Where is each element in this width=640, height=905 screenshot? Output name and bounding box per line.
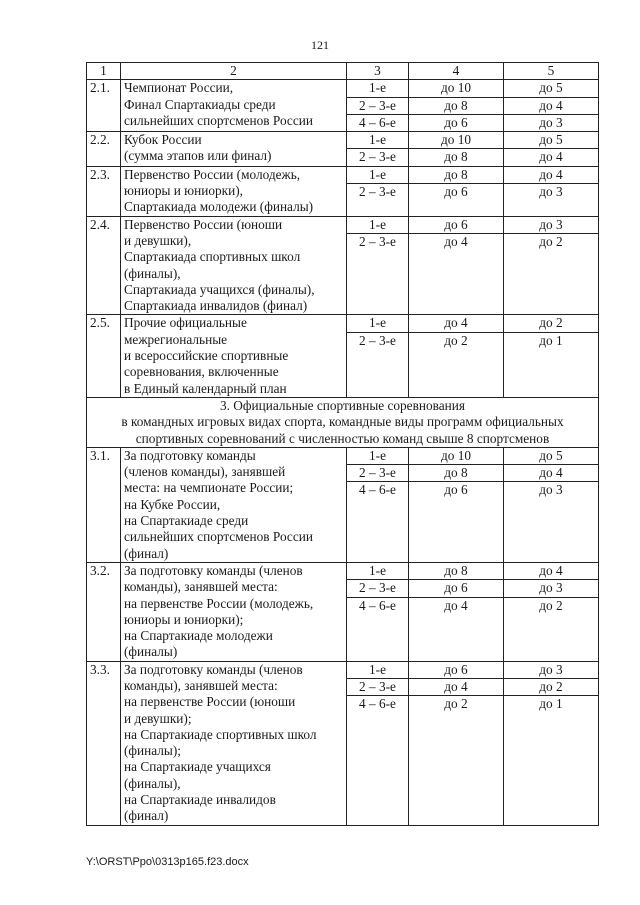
competition-description: Первенство России (юноши и девушки), Спартакиада спортивных школ (финалы), Спартакиада учащихся (финалы), Спартакиада инвалидов (финал) [121,216,347,315]
place-value: 2 – 3-е [347,464,408,481]
table-row [87,132,599,167]
place-cell [347,315,409,397]
col5-value: до 1 [504,695,598,712]
col4-value: до 8 [409,464,503,481]
col4-cell [409,132,504,167]
col5-value: до 4 [539,166,563,182]
col5-value: до 1 [504,332,598,349]
table-row [87,80,599,132]
place-cell [347,80,409,132]
table-row [87,661,599,825]
col4-value: до 6 [409,183,503,200]
col4-value: до 2 [409,332,503,349]
col5-cell [504,661,599,825]
col4-value: до 8 [444,166,468,182]
col5-value: до 2 [504,597,598,614]
col5-value: до 2 [539,315,563,331]
col4-cell [409,315,504,397]
row-number: 2.1. [87,80,121,132]
col5-value: до 5 [539,447,563,463]
col5-value: до 2 [504,233,598,250]
row-number: 2.4. [87,216,121,315]
col5-cell [504,562,599,661]
col4-value: до 10 [440,447,472,463]
row-number: 2.2. [87,132,121,167]
place-cell [347,216,409,315]
col4-cell [409,562,504,661]
col5-cell [504,80,599,132]
col4-value: до 6 [409,579,503,596]
row-number: 2.5. [87,315,121,397]
place-value: 4 – 6-е [347,695,408,712]
col5-value: до 3 [539,216,563,232]
col4-cell [409,80,504,132]
place-value: 4 – 6-е [347,597,408,614]
competition-description: Первенство России (молодежь, юниоры и юниорки), Спартакиада молодежи (финалы) [121,166,347,216]
competition-description: Чемпионат России, Финал Спартакиады среди сильнейших спортсменов России [121,80,347,132]
place-cell [347,132,409,167]
place-value: 1-е [369,562,386,578]
place-cell [347,661,409,825]
place-value: 2 – 3-е [347,183,408,200]
section-heading-row [87,397,599,447]
place-value: 2 – 3-е [347,332,408,349]
competition-description: Прочие официальные межрегиональные и всероссийские спортивные соревнования, включенные в Единый календарный план [121,315,347,397]
col4-value: до 10 [440,80,472,96]
place-value: 1-е [369,166,386,182]
row-number: 3.1. [87,447,121,562]
file-path-footer: Y:\ORST\Ppo\0313p165.f23.docx [86,856,249,868]
row-number: 3.3. [87,661,121,825]
col5-value: до 4 [504,97,598,114]
awards-table [86,62,599,826]
col4-cell [409,216,504,315]
table-body [87,80,599,825]
place-value: 1-е [369,661,386,677]
col4-cell [409,447,504,562]
col4-value: до 8 [444,562,468,578]
col4-value: до 4 [444,315,468,331]
row-number: 3.2. [87,562,121,661]
competition-description: Кубок России (сумма этапов или финал) [121,132,347,167]
place-value: 2 – 3-е [347,148,408,165]
place-value: 1-е [369,132,386,148]
header-col-4: 4 [409,63,504,80]
header-col-2: 2 [121,63,347,80]
col5-value: до 5 [539,80,563,96]
header-col-1: 1 [87,63,121,80]
place-cell [347,166,409,216]
place-cell [347,447,409,562]
col5-value: до 5 [539,132,563,148]
col5-value: до 3 [539,661,563,677]
table-row [87,216,599,315]
page-number: 121 [311,38,329,52]
place-cell [347,562,409,661]
col4-value: до 6 [409,481,503,498]
place-value: 1-е [369,447,386,463]
place-value: 2 – 3-е [347,233,408,250]
competition-description: За подготовку команды (членов команды), занявшей места: на первенстве России (молодежь, юниоры и юниорки); на Спартакиаде молодежи (финалы) [121,562,347,661]
col5-value: до 4 [504,464,598,481]
col5-value: до 3 [504,114,598,131]
col5-value: до 4 [504,148,598,165]
competition-description: За подготовку команды (членов команды), занявшей места: на первенстве России (юноши и девушки); на Спартакиаде спортивных школ (финалы); на Спартакиаде учащихся (финалы), на Спартакиаде инвалидов (финал) [121,661,347,825]
col4-value: до 4 [409,233,503,250]
col4-value: до 4 [409,597,503,614]
col4-value: до 10 [440,132,472,148]
col5-value: до 2 [504,678,598,695]
table-row [87,315,599,397]
place-value: 4 – 6-е [347,481,408,498]
row-number: 2.3. [87,166,121,216]
col5-value: до 3 [504,579,598,596]
col4-cell [409,661,504,825]
table-row [87,447,599,562]
col4-value: до 2 [409,695,503,712]
col5-value: до 4 [539,562,563,578]
col5-value: до 3 [504,481,598,498]
col4-value: до 8 [409,148,503,165]
col5-value: до 3 [504,183,598,200]
col4-value: до 6 [409,114,503,131]
table-row [87,166,599,216]
col5-cell [504,216,599,315]
place-value: 2 – 3-е [347,678,408,695]
place-value: 2 – 3-е [347,97,408,114]
col4-value: до 8 [409,97,503,114]
table-row [87,562,599,661]
section-heading: 3. Официальные спортивные соревнования в командных игровых видах спорта, командные виды программ официальных спортивных соревнований с численностью команд свыше 8 спортсменов [87,397,599,447]
table-header-row [87,63,599,80]
competition-description: За подготовку команды (членов команды), занявшей места: на чемпионате России; на Кубке России, на Спартакиаде среди сильнейших спортсменов России (финал) [121,447,347,562]
place-value: 2 – 3-е [347,579,408,596]
col5-cell [504,447,599,562]
header-col-5: 5 [504,63,599,80]
col5-cell [504,132,599,167]
place-value: 4 – 6-е [347,114,408,131]
col4-value: до 6 [444,216,468,232]
col4-cell [409,166,504,216]
col5-cell [504,166,599,216]
place-value: 1-е [369,315,386,331]
col4-value: до 4 [409,678,503,695]
col5-cell [504,315,599,397]
place-value: 1-е [369,80,386,96]
place-value: 1-е [369,216,386,232]
header-col-3: 3 [347,63,409,80]
col4-value: до 6 [444,661,468,677]
